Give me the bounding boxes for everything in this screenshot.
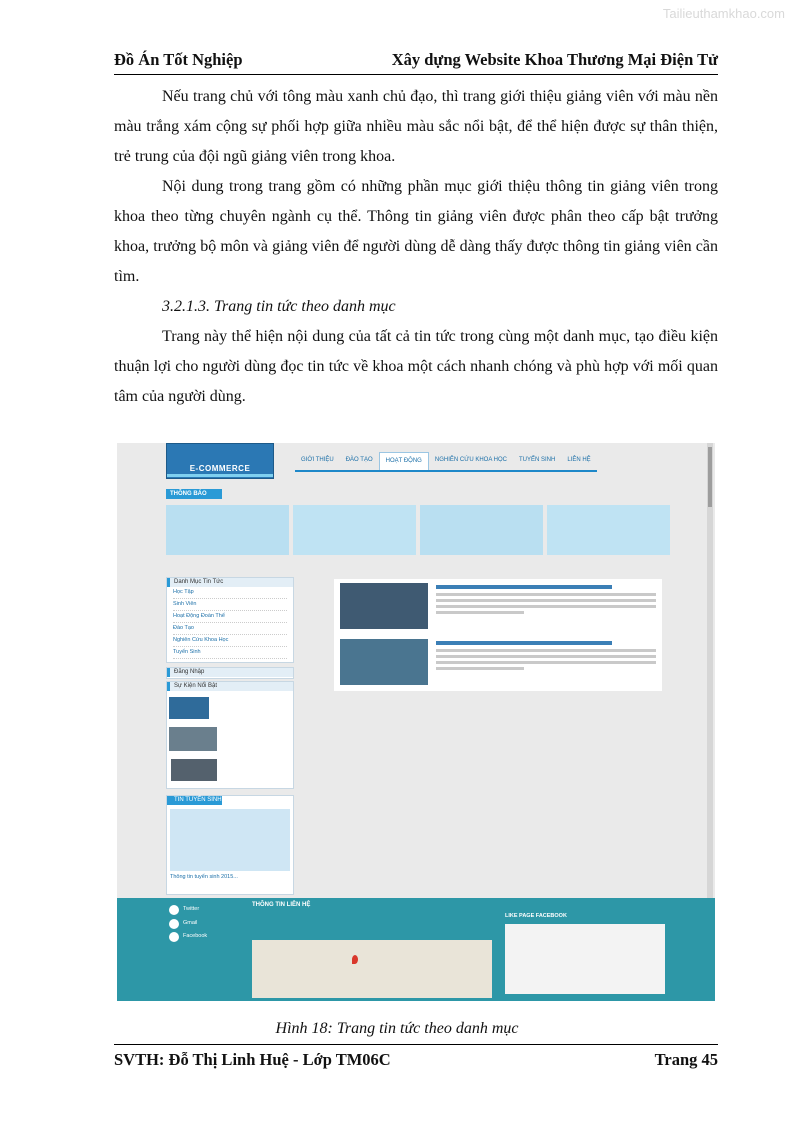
figure-caption: Hình 18: Trang tin tức theo danh mục	[275, 1020, 519, 1037]
category-item: Sinh Viên	[173, 599, 287, 611]
login-label: Đăng Nhập	[167, 668, 293, 677]
header-right: Xây dựng Website Khoa Thương Mại Điện Tử	[391, 50, 718, 69]
category-item: Hoạt Động Đoàn Thể	[173, 611, 287, 623]
category-box	[166, 577, 294, 663]
category-title: Danh Mục Tin Tức	[167, 578, 293, 587]
admission-label: TIN TUYỂN SINH	[167, 796, 222, 805]
header-left: Đồ Án Tốt Nghiệp	[114, 50, 243, 69]
nav-item-nckh: NGHIÊN CỨU KHOA HỌC	[434, 457, 507, 463]
nav-item-hoat-dong: HOẠT ĐỘNG	[379, 452, 429, 470]
notice-card	[166, 505, 289, 555]
news-list	[334, 579, 662, 691]
notice-label: THÔNG BÁO	[166, 489, 222, 499]
footer-fb-title: LIKE PAGE FACEBOOK	[505, 913, 567, 919]
footer-map	[252, 940, 492, 998]
screenshot-sidebar	[166, 577, 294, 897]
watermark: Tailieuthamkhao.com	[662, 6, 785, 21]
nav-item-dao-tao: ĐÀO TẠO	[345, 457, 373, 463]
section-heading: 3.2.1.3. Trang tin tức theo danh mục	[162, 298, 396, 315]
page-footer	[114, 1050, 718, 1074]
nav-item-lien-he: LIÊN HỆ	[567, 457, 591, 463]
category-item: Đào Tạo	[173, 623, 287, 635]
footer-contact-title: THÔNG TIN LIÊN HỆ	[252, 902, 311, 908]
gmail-icon	[169, 919, 179, 929]
site-logo	[166, 443, 274, 479]
paragraph-2: Nội dung trong trang gồm có những phần mục giới thiệu thông tin giảng viên trong khoa theo từng chuyên ngành cụ thể. Thông tin giảng viên được phân theo cấp bật trưởng khoa, trưởng bộ môn và giảng viên để người dùng dễ dàng thấy được thông tin giảng viên cần tìm.	[114, 178, 718, 285]
events-box	[166, 681, 294, 789]
paragraph-3: Trang này thể hiện nội dung của tất cả tin tức trong cùng một danh mục, tạo điều kiện thuận lợi cho người dùng đọc tin tức về khoa một cách nhanh chóng và phù hợp với mối quan tâm của người dùng.	[114, 328, 718, 405]
category-item: Tuyển Sinh	[173, 647, 287, 659]
twitter-icon	[169, 905, 179, 915]
footer-social-twitter: Twitter	[183, 906, 200, 912]
header-divider	[114, 74, 718, 75]
news-thumbnail	[340, 583, 428, 629]
news-item	[334, 635, 662, 691]
notice-card	[293, 505, 416, 555]
category-item: Nghiên Cứu Khoa Học	[173, 635, 287, 647]
screenshot-scrollbar	[707, 443, 713, 898]
notice-card	[547, 505, 670, 555]
footer-left: SVTH: Đỗ Thị Linh Huệ - Lớp TM06C	[114, 1050, 391, 1069]
news-thumbnail	[340, 639, 428, 685]
footer-fb-widget	[505, 924, 665, 994]
logo-text: E-COMMERCE	[189, 464, 251, 473]
body-text	[114, 82, 718, 412]
footer-social-gmail: Gmail	[183, 920, 198, 926]
website-screenshot	[117, 443, 715, 1001]
category-item: Học Tập	[173, 587, 287, 599]
footer-divider	[114, 1044, 718, 1045]
login-box	[166, 667, 294, 679]
site-footer	[117, 898, 715, 1001]
nav-item-gioi-thieu: GIỚI THIỆU	[301, 457, 334, 463]
admission-caption: Thông tin tuyển sinh 2015...	[170, 874, 238, 880]
paragraph-1: Nếu trang chủ với tông màu xanh chủ đạo, thì trang giới thiệu giảng viên với màu nền màu trắng xám cộng sự phối hợp giữa nhiều màu sắc nổi bật, để thể hiện được sự thân thiện, trẻ trung của đội ngũ giảng viên trong khoa.	[114, 88, 718, 165]
nav-item-tuyen-sinh: TUYỂN SINH	[519, 457, 556, 463]
page-number: Trang 45	[654, 1050, 718, 1069]
admission-box	[166, 795, 294, 895]
notice-card	[420, 505, 543, 555]
page-header	[114, 50, 718, 74]
site-nav	[295, 452, 597, 472]
news-item	[334, 579, 662, 635]
facebook-icon	[169, 932, 179, 942]
logo-bar	[167, 474, 273, 477]
footer-social-facebook: Facebook	[183, 933, 208, 939]
events-label: Sự Kiện Nổi Bật	[167, 682, 293, 691]
notice-cards	[166, 505, 670, 555]
